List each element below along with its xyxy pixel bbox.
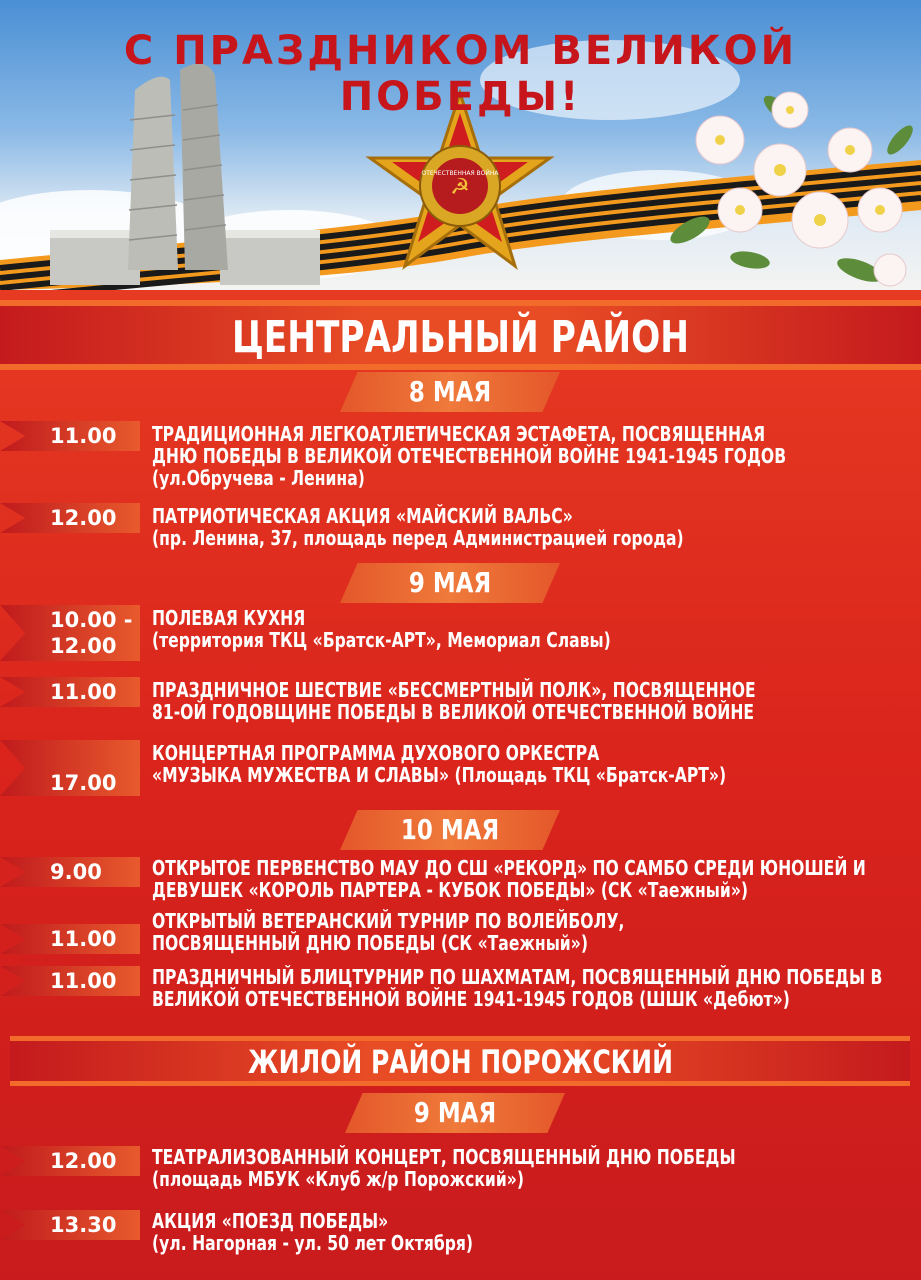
district-title-porozhsky: ЖИЛОЙ РАЙОН ПОРОЖСКИЙ	[248, 1043, 673, 1081]
event-time: 11.00	[50, 424, 117, 448]
divider-stripe	[10, 1081, 910, 1086]
event-description	[152, 1210, 870, 1254]
event-line: 81-ОЙ ГОДОВЩИНЕ ПОБЕДЫ В ВЕЛИКОЙ ОТЕЧЕСТВЕННОЙ ВОЙНЕ	[152, 700, 755, 724]
event-line: «МУЗЫКА МУЖЕСТВА И СЛАВЫ» (Площадь ТКЦ «Братск-АРТ»)	[152, 763, 727, 787]
event-line: КОНЦЕРТНАЯ ПРОГРАММА ДУХОВОГО ОРКЕСТРА	[152, 741, 600, 765]
event-line: ВЕЛИКОЙ ОТЕЧЕСТВЕННОЙ ВОЙНЕ 1941-1945 ГОДОВ (ШШК «Дебют»)	[152, 987, 790, 1011]
event-line: ОТКРЫТОЕ ПЕРВЕНСТВО МАУ ДО СШ «РЕКОРД» ПО САМБО СРЕДИ ЮНОШЕЙ И	[152, 856, 866, 880]
event-time: 12.00	[50, 506, 117, 530]
event-line: ДНЮ ПОБЕДЫ В ВЕЛИКОЙ ОТЕЧЕСТВЕННОЙ ВОЙНЕ 1941-1945 ГОДОВ	[152, 444, 787, 468]
event-line: ПРАЗДНИЧНЫЙ БЛИЦТУРНИР ПО ШАХМАТАМ, ПОСВЯЩЕННЫЙ ДНЮ ПОБЕДЫ В	[152, 965, 883, 989]
event-line: ПОСВЯЩЕННЫЙ ДНЮ ПОБЕДЫ (СК «Таежный»)	[152, 931, 588, 955]
date-label: 9 МАЯ	[408, 566, 492, 599]
order-inscription: ОТЕЧЕСТВЕННАЯ ВОЙНА	[421, 170, 499, 177]
event-line: ПРАЗДНИЧНОЕ ШЕСТВИЕ «БЕССМЕРТНЫЙ ПОЛК», ПОСВЯЩЕННОЕ	[152, 678, 756, 702]
event-line: ПАТРИОТИЧЕСКАЯ АКЦИЯ «МАЙСКИЙ ВАЛЬС»	[152, 504, 573, 528]
event-description	[152, 505, 870, 549]
event-description	[152, 1146, 870, 1190]
date-label: 8 МАЯ	[408, 375, 492, 408]
event-time-end: 12.00	[50, 634, 117, 658]
event-line: (пр. Ленина, 37, площадь перед Администрацией города)	[152, 526, 684, 550]
date-label: 10 МАЯ	[400, 813, 500, 846]
event-time: 17.00	[50, 771, 117, 795]
event-description	[152, 607, 870, 651]
event-description	[152, 742, 870, 786]
divider-stripe	[0, 364, 921, 370]
main-title: С ПРАЗДНИКОМ ВЕЛИКОЙ ПОБЕДЫ!	[123, 28, 798, 120]
event-time: 11.00	[50, 927, 117, 951]
event-line: (ул. Нагорная - ул. 50 лет Октября)	[152, 1231, 474, 1255]
event-time: 11.00	[50, 680, 117, 704]
event-line: (площадь МБУК «Клуб ж/р Порожский»)	[152, 1167, 524, 1191]
event-line: (территория ТКЦ «Братск-АРТ», Мемориал Славы)	[152, 628, 611, 652]
event-line: ПОЛЕВАЯ КУХНЯ	[152, 606, 306, 630]
event-line: ОТКРЫТЫЙ ВЕТЕРАНСКИЙ ТУРНИР ПО ВОЛЕЙБОЛУ,	[152, 909, 625, 933]
event-description	[152, 965, 883, 1011]
event-time: 10.00 -	[50, 608, 133, 632]
date-label: 9 МАЯ	[413, 1096, 497, 1129]
event-line: АКЦИЯ «ПОЕЗД ПОБЕДЫ»	[152, 1209, 389, 1233]
event-time: 12.00	[50, 1149, 117, 1173]
event-time: 11.00	[50, 969, 117, 993]
district-title-central: ЦЕНТРАЛЬНЫЙ РАЙОН	[231, 312, 690, 363]
hero-banner	[0, 0, 921, 290]
event-line: ТЕАТРАЛИЗОВАННЫЙ КОНЦЕРТ, ПОСВЯЩЕННЫЙ ДНЮ ПОБЕДЫ	[152, 1145, 736, 1169]
event-line: ДЕВУШЕК «КОРОЛЬ ПАРТЕРА - КУБОК ПОБЕДЫ» (СК «Таежный»)	[152, 878, 749, 902]
svg-text:☭: ☭	[450, 175, 470, 200]
event-description	[152, 857, 870, 901]
event-line: ТРАДИЦИОННАЯ ЛЕГКОАТЛЕТИЧЕСКАЯ ЭСТАФЕТА, ПОСВЯЩЕННАЯ	[152, 422, 766, 446]
event-time: 9.00	[50, 860, 102, 884]
event-time: 13.30	[50, 1213, 117, 1237]
event-description	[152, 423, 870, 489]
event-description	[152, 910, 870, 954]
event-line: (ул.Обручева - Ленина)	[152, 466, 365, 490]
event-description	[152, 679, 870, 723]
